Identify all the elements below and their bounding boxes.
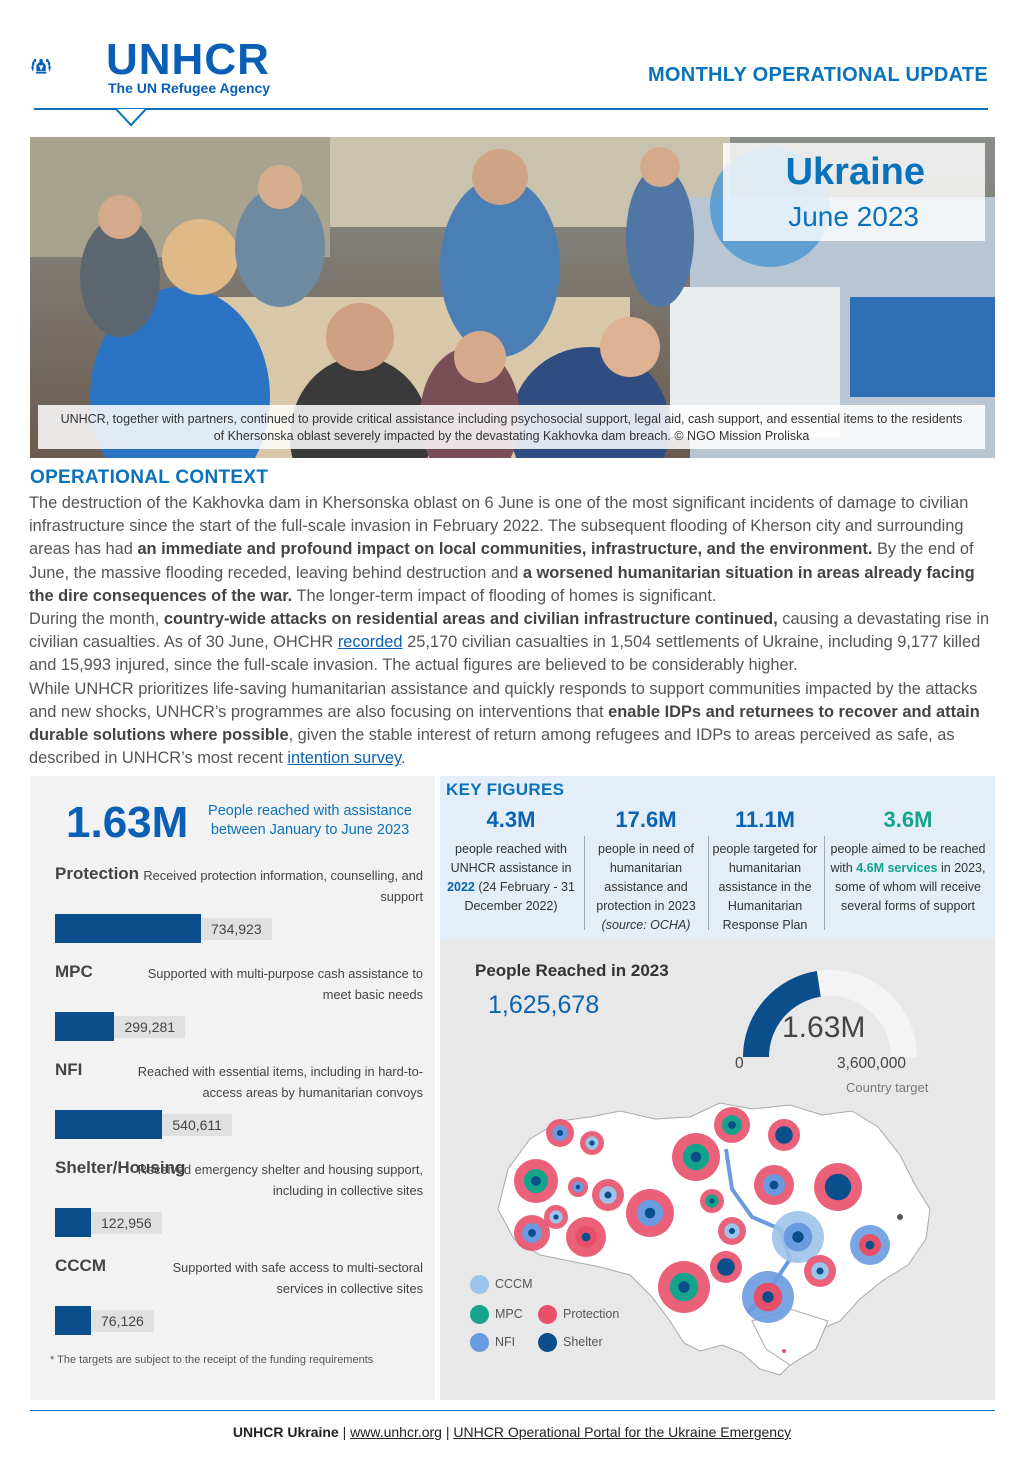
sector-description: Reached with essential items, including in hard-to-access areas by humanitarian convoys <box>137 1064 423 1100</box>
key-figure-divider <box>584 836 585 930</box>
legend-shelter-label: Shelter <box>563 1335 603 1349</box>
text-span: people reached with UNHCR assistance in <box>450 842 572 875</box>
map-circle-core <box>589 1140 594 1145</box>
text-span: people in need of humanitarian assistance and protection in 2023 <box>596 842 696 913</box>
key-figure-1-text <box>446 840 576 916</box>
targets-footnote: * The targets are subject to the receipt of the funding requirements <box>50 1354 374 1366</box>
sector-bar <box>55 1208 91 1237</box>
sector-bar <box>55 914 201 943</box>
key-figure-4-number: 3.6M <box>883 807 933 832</box>
sector-bar <box>55 1110 162 1139</box>
legend-protection-swatch <box>538 1305 557 1324</box>
sector-value-label: 76,126 <box>91 1310 154 1332</box>
map-circle-core <box>729 1228 735 1234</box>
sector-name: Shelter/Housing <box>55 1158 186 1177</box>
map-circle-core <box>557 1130 563 1136</box>
reached-big-description: People reached with assistance between January to June 2023 <box>208 803 412 838</box>
bold-span: country-wide attacks on residential areas and civilian infrastructure continued, <box>163 610 778 629</box>
map-circle-core <box>728 1121 736 1129</box>
key-figure-divider <box>824 836 825 930</box>
context-paragraph-3 <box>29 678 999 771</box>
sector-name: MPC <box>55 962 93 981</box>
logo-tagline: The UN Refugee Agency <box>108 80 271 96</box>
gauge-max-label: 3,600,000 <box>837 1055 906 1072</box>
map-circle-core <box>576 1185 580 1189</box>
sector-value-label: 734,923 <box>201 918 272 940</box>
footer-divider <box>30 1410 995 1411</box>
context-body <box>29 492 999 770</box>
legend-nfi-swatch <box>470 1333 489 1352</box>
sector-description: Supported with multi-purpose cash assistance to meet basic needs <box>147 966 423 1002</box>
text-span: During the month, <box>29 610 164 629</box>
sector-bar <box>55 1012 114 1041</box>
text-span: 25,170 civilian casualties in 1,504 settlements of Ukraine, including 9,177 killed and 15,993 injured, since the full-scale invasion. The actual figures are believed to be considerably higher. <box>29 633 981 675</box>
key-figure-2-text <box>588 840 704 935</box>
people-reached-title: People Reached in 2023 <box>475 961 669 980</box>
footer-separator: | <box>338 1424 351 1440</box>
header-notch-icon <box>116 109 146 129</box>
map-point <box>897 1214 903 1220</box>
key-figure-4 <box>830 806 986 916</box>
text-span: causing a devastating rise in civilian casualties. As of 30 June, OHCHR <box>29 610 990 652</box>
key-figures-title: KEY FIGURES <box>446 780 565 799</box>
text-span: (24 February - 31 December 2022) <box>464 880 575 913</box>
map-circle-core <box>816 1267 823 1274</box>
document-type: MONTHLY OPERATIONAL UPDATE <box>647 64 988 86</box>
text-span: The longer-term impact of flooding of homes is significant. <box>292 586 717 605</box>
sector-name: Protection <box>55 864 140 883</box>
key-figure-1 <box>446 806 576 916</box>
hero-photo <box>30 137 995 458</box>
footer-portal-link[interactable]: UNHCR Operational Portal for the Ukraine Emergency <box>453 1424 792 1440</box>
map-circle-core <box>780 1131 787 1138</box>
highlight-span: 4.6M services <box>856 861 938 875</box>
legend-protection-label: Protection <box>563 1307 620 1321</box>
text-span: . <box>401 749 406 768</box>
progress-gauge <box>720 949 940 1069</box>
source-span: (source: OCHA) <box>601 918 691 932</box>
footer-website-link[interactable]: www.unhcr.org <box>350 1424 442 1440</box>
sector-value-label: 540,611 <box>162 1114 232 1136</box>
text-span: in 2023, some of whom will receive several forms of support <box>835 861 986 913</box>
map-circle-core <box>645 1208 656 1219</box>
logo-name: UNHCR <box>106 35 270 84</box>
context-title: OPERATIONAL CONTEXT <box>30 467 269 488</box>
map-circle-core <box>528 1229 536 1237</box>
text-span: people aimed to be reached with <box>830 842 986 875</box>
people-reached-panel <box>440 939 995 1400</box>
map-point <box>782 1349 786 1353</box>
key-figure-divider <box>708 836 709 930</box>
key-figures-panel <box>440 776 995 939</box>
map-circle-core <box>709 1198 714 1203</box>
hero-country: Ukraine <box>785 151 925 193</box>
recorded-link[interactable]: recorded <box>337 633 403 652</box>
sector-name: NFI <box>55 1060 83 1079</box>
map-circle-core <box>678 1281 689 1292</box>
sector-name: CCCM <box>55 1256 106 1275</box>
gauge-min-label: 0 <box>735 1055 744 1072</box>
sector-value-label: 299,281 <box>114 1016 185 1038</box>
text-span: , given the stable interest of return among refugees and IDPs to areas perceived as safe, as described in UNHCR’s most recent <box>29 726 955 768</box>
sector-description: Supported with safe access to multi-sectoral services in collective sites <box>172 1260 423 1296</box>
legend-mpc-swatch <box>470 1305 489 1324</box>
map-circle-core <box>691 1152 702 1163</box>
context-paragraph-1 <box>29 492 999 608</box>
legend-mpc-label: MPC <box>495 1307 523 1321</box>
map-circle-core <box>582 1233 591 1242</box>
footer-org: UNHCR Ukraine <box>232 1424 339 1440</box>
context-paragraph-2 <box>29 608 999 678</box>
key-figure-4-text <box>830 840 986 916</box>
bold-span: a worsened humanitarian situation in areas already facing the dire consequences of the war. <box>29 563 975 605</box>
ukraine-map <box>490 1099 970 1395</box>
sector-value-label: 122,956 <box>91 1212 162 1234</box>
sector-bar <box>55 1306 91 1335</box>
hero-date: June 2023 <box>788 201 919 232</box>
map-circle-core <box>531 1176 541 1186</box>
sector-description: Received protection information, counselling, and support <box>143 868 423 904</box>
footer <box>0 1424 1024 1440</box>
map-circle-core <box>762 1291 773 1302</box>
map-circle-core <box>722 1263 729 1270</box>
text-span: While UNHCR prioritizes life-saving humanitarian assistance and quickly responds to support communities impacted by the attacks and new shocks, UNHCR’s programmes are also focusing on interventions that <box>29 679 978 721</box>
hero-caption: UNHCR, together with partners, continued to provide critical assistance including psychosocial support, legal aid, cash support, and essential items to the residents of Khersonska oblast severely impacted by the devastating Kakhovka dam breach. © NGO Mission Proliska <box>38 405 985 449</box>
map-circle-core <box>792 1231 803 1242</box>
highlight-span: 2022 <box>447 880 475 894</box>
intention-survey-link[interactable]: intention survey <box>287 749 401 768</box>
text-span: The destruction of the Kakhovka dam in Khersonska oblast on 6 June is one of the most significant incidents of damage to civilian infrastructure since the start of the full-scale invasion in February 2022. The subsequent flooding of Kherson city and surrounding areas has had <box>29 494 969 559</box>
legend-cccm-label: CCCM <box>495 1277 533 1291</box>
text-span: By the end of June, the massive flooding receded, leaving behind destruction and <box>29 540 974 582</box>
legend-cccm-swatch <box>470 1275 489 1294</box>
map-circle-core <box>604 1191 611 1198</box>
gauge-target-label: Country target <box>846 1080 929 1095</box>
key-figure-1-number: 4.3M <box>486 807 536 832</box>
key-figure-3-number: 11.1M <box>735 807 795 832</box>
sector-panel <box>30 776 435 1400</box>
people-reached-value: 1,625,678 <box>488 991 600 1019</box>
map-circle-core <box>770 1181 779 1190</box>
legend-nfi-label: NFI <box>495 1335 516 1349</box>
footer-separator: | <box>441 1424 454 1440</box>
bold-span: an immediate and profound impact on local communities, infrastructure, and the environment. <box>137 540 873 559</box>
key-figure-2 <box>588 806 704 935</box>
unhcr-logo-emblem-icon <box>30 34 106 98</box>
key-figure-2-number: 17.6M <box>615 807 677 832</box>
map-circle-core <box>866 1241 875 1250</box>
legend-shelter-swatch <box>538 1333 557 1352</box>
map-circle-core <box>553 1214 558 1219</box>
header-divider <box>34 108 988 110</box>
gauge-center-value: 1.63M <box>782 1011 866 1044</box>
sector-description: Received emergency shelter and housing support, including in collective sites <box>137 1162 423 1198</box>
map-circle-core <box>833 1182 844 1193</box>
bold-span: enable IDPs and returnees to recover and attain durable solutions where possible <box>29 702 980 745</box>
key-figure-3 <box>712 806 818 935</box>
key-figure-3-text: people targeted for humanitarian assistance in the Humanitarian Response Plan <box>712 842 818 932</box>
reached-big-number: 1.63M <box>66 798 189 847</box>
